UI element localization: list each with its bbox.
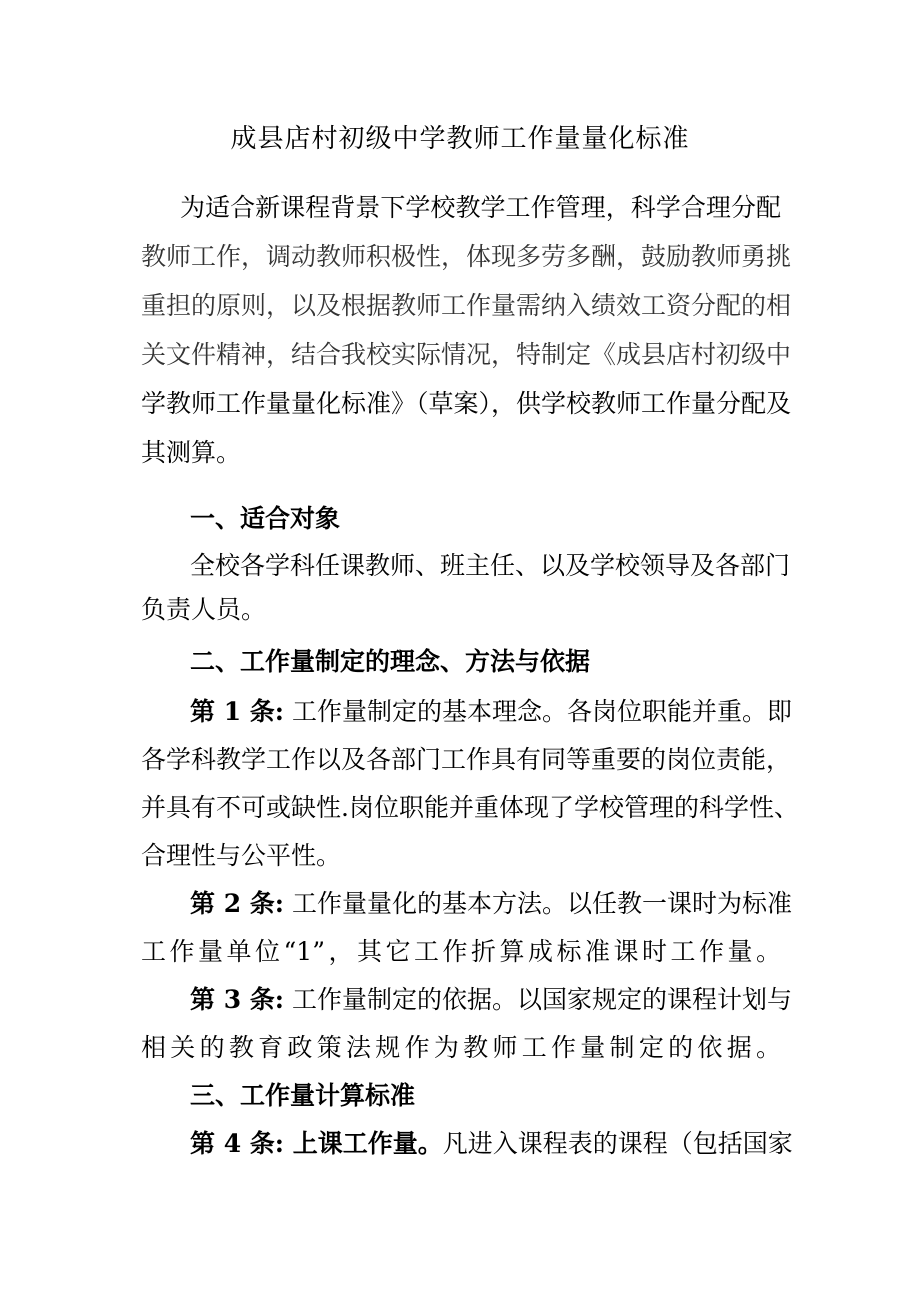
article-label: 第 4 条: — [190, 1129, 285, 1158]
body-line: 并具有不可或缺性.岗位职能并重体现了学校管理的科学性、 — [141, 793, 799, 822]
article-text: 凡进入课程表的课程（包括国家 — [442, 1129, 793, 1158]
section-heading — [190, 644, 781, 680]
section-heading-text: 二、工作量制定的理念、方法与依据 — [190, 647, 591, 676]
section-heading — [190, 501, 781, 537]
article-text: 工作量制定的基本理念。各岗位职能并重。即 — [284, 697, 792, 726]
section-heading-text: 一、适合对象 — [190, 504, 341, 533]
intro-line: 学教师工作量量化标准》（草案），供学校教师工作量分配及 — [141, 389, 792, 418]
body-line: 全校各学科任课教师、班主任、以及学校领导及各部门 — [190, 551, 791, 580]
document-title: 成县店村初级中学教师工作量量化标准 — [230, 124, 690, 154]
section-heading-text: 三、工作量计算标准 — [190, 1081, 416, 1110]
article-label: 第 2 条: — [190, 889, 285, 918]
body-line: 负责人员。 — [141, 595, 267, 624]
intro-line: 关文件精神，结合我校实际情况，特制定《成县店村初级中 — [141, 340, 792, 369]
body-line: 合理性与公平性。 — [141, 841, 342, 870]
body-line: 工作量单位“1”，其它工作折算成标准课时工作量。 — [141, 937, 781, 966]
article-line — [190, 982, 792, 1018]
body-line: 相关的教育政策法规作为教师工作量制定的依据。 — [141, 1033, 781, 1062]
intro-line: 其测算。 — [141, 438, 242, 467]
article-line — [190, 1126, 793, 1162]
article-line — [190, 886, 792, 922]
article-label: 第 1 条: — [190, 697, 285, 726]
intro-line: 重担的原则，以及根据教师工作量需纳入绩效工资分配的相 — [141, 291, 792, 320]
article-text: 工作量量化的基本方法。以任教一课时为标准 — [284, 889, 792, 918]
intro-line: 为适合新课程背景下学校教学工作管理，科学合理分配 — [180, 193, 781, 222]
article-bold-text: 上课工作量。 — [284, 1129, 443, 1158]
intro-line: 教师工作，调动教师积极性，体现多劳多酬，鼓励教师勇挑 — [141, 242, 792, 271]
body-line: 各学科教学工作以及各部门工作具有同等重要的岗位责能， — [141, 745, 792, 774]
section-heading — [190, 1078, 781, 1114]
article-label: 第 3 条: — [190, 985, 285, 1014]
article-line — [190, 694, 792, 730]
article-text: 工作量制定的依据。以国家规定的课程计划与 — [284, 985, 792, 1014]
